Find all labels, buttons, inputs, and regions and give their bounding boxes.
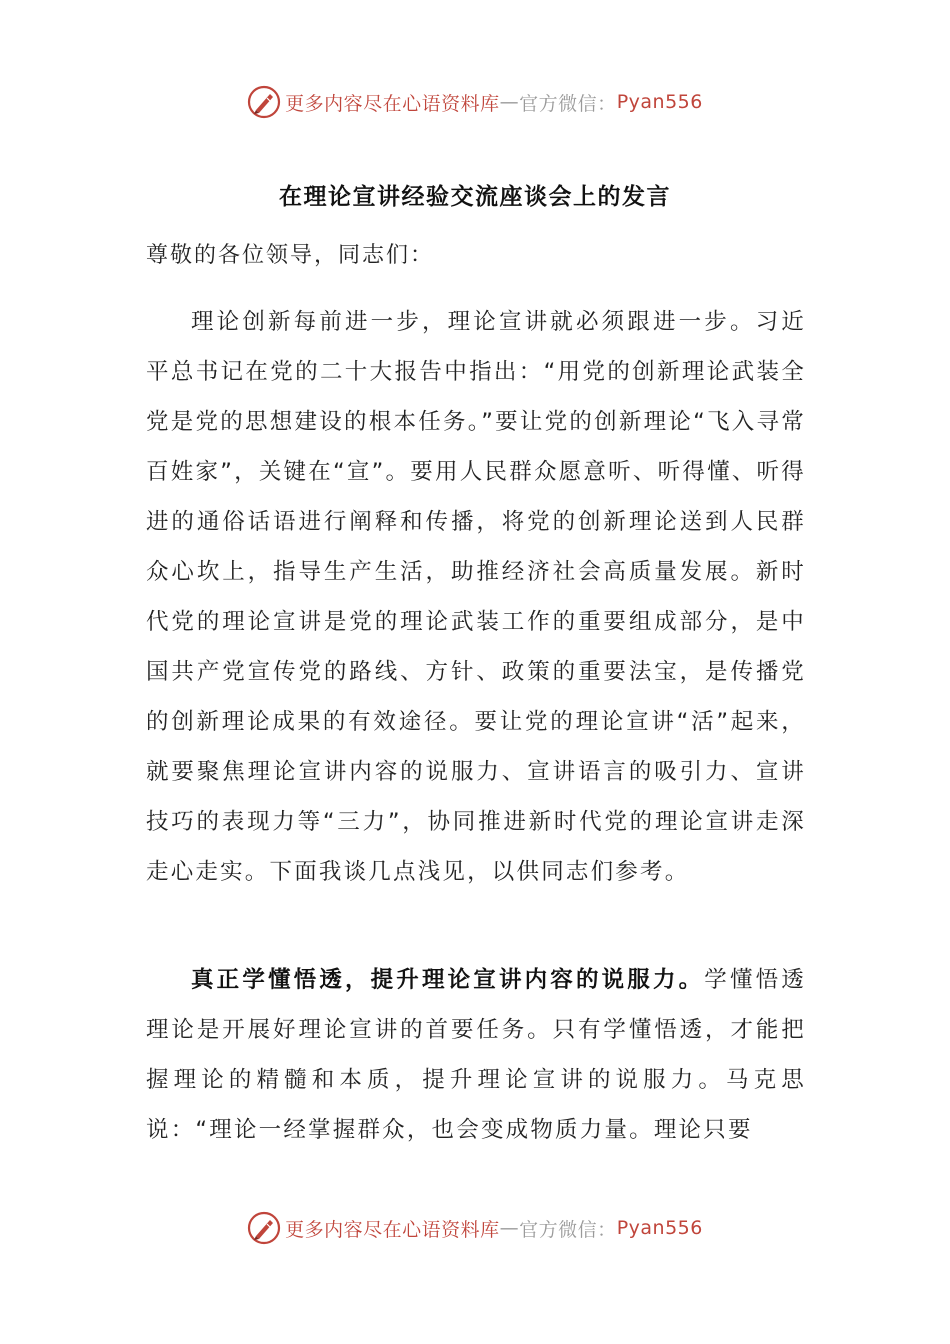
banner-wechat-id: Pyan556: [616, 1217, 703, 1239]
document-title: 在理论宣讲经验交流座谈会上的发言: [279, 184, 671, 210]
banner-wechat-label: 官方微信：: [519, 1218, 617, 1241]
pen-logo-icon: [247, 1211, 281, 1245]
banner-wechat-label: 官方微信：: [519, 92, 617, 115]
pen-logo-icon: [247, 85, 281, 119]
paragraph-2-lead: 真正学懂悟透，提升理论宣讲内容的说服力。: [191, 967, 705, 993]
banner-separator: —: [499, 91, 520, 113]
paragraph-1: 理论创新每前进一步，理论宣讲就必须跟进一步。习近平总书记在党的二十大报告中指出：“用党的创新理论武装全党是党的思想建设的根本任务。”要让党的创新理论“飞入寻常百姓家”，关键在“宣”。要用人民群众愿意听、听得懂、听得进的通俗话语进行阐释和传播，将党的创新理论送到人民群众心坎上，指导生产生活，助推经济社会高质量发展。新时代党的理论宣讲是党的理论武装工作的重要组成部分，是中国共产党宣传党的路线、方针、政策的重要法宝，是传播党的创新理论成果的有效途径。要让党的理论宣讲“活”起来，就要聚焦理论宣讲内容的说服力、宣讲语言的吸引力、宣讲技巧的表现力等“三力”，协同推进新时代党的理论宣讲走深走心走实。下面我谈几点浅见，以供同志们参考。: [146, 309, 806, 885]
paragraph-2: [146, 955, 806, 1155]
banner-separator: —: [499, 1217, 520, 1239]
banner-text: 更多内容尽在心语资料库: [285, 92, 500, 115]
greeting: 尊敬的各位领导，同志们：: [146, 243, 435, 268]
banner-text: 更多内容尽在心语资料库: [285, 1218, 500, 1241]
header-watermark-banner: [0, 82, 950, 122]
footer-watermark-banner: [0, 1208, 950, 1248]
paragraph-2-body: 学懂悟透理论是开展好理论宣讲的首要任务。只有学懂悟透，才能把握理论的精髓和本质，提升理论宣讲的说服力。马克思说：“理论一经掌握群众，也会变成物质力量。理论只要: [146, 967, 806, 1143]
banner-wechat-id: Pyan556: [616, 91, 703, 113]
